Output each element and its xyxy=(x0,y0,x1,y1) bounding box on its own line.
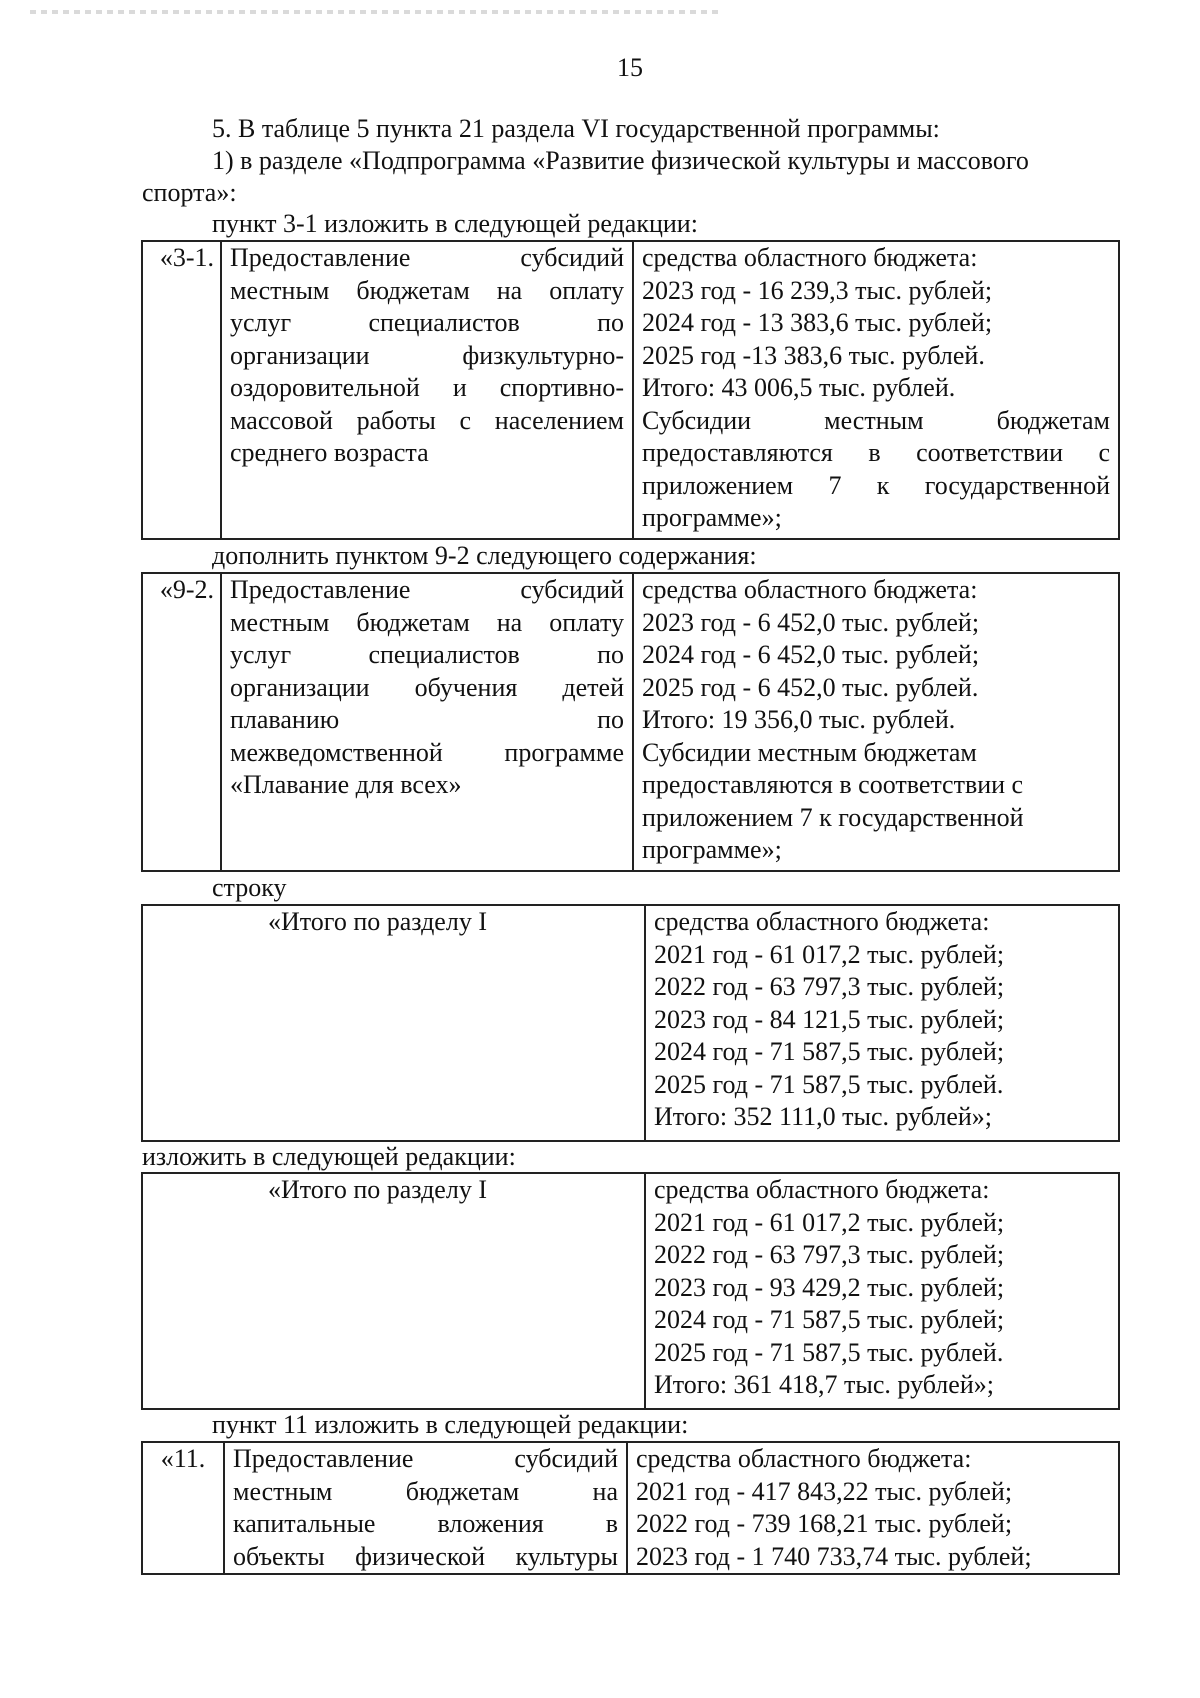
item-funding: средства областного бюджета: 2023 год - 16 239,3 тыс. рублей; 2024 год - 13 383,6 тыс. рублей; 2025 год -13 383,6 тыс. рублей. Итого: 43 006,5 тыс. рублей. Субсидии местным бюджетам предоставляются в соответствии с приложением 7 к государственной программе»; xyxy=(633,241,1119,539)
item-11-instruction: пункт 11 изложить в следующей редакции: xyxy=(212,1410,689,1439)
intro-line-3: спорта»: xyxy=(142,178,237,207)
item-number: «9-2. xyxy=(142,573,221,871)
item-funding: средства областного бюджета: 2021 год - 417 843,22 тыс. рублей; 2022 год - 739 168,21 тыс. рублей; 2023 год - 1 740 733,74 тыс. рублей; xyxy=(627,1442,1119,1574)
table-row xyxy=(142,905,1119,1141)
item-number: «11. xyxy=(142,1442,224,1574)
table-item-9-2 xyxy=(141,572,1120,872)
page-number: 15 xyxy=(617,53,643,82)
item-3-1-instruction: пункт 3-1 изложить в следующей редакции: xyxy=(212,209,698,238)
table-row xyxy=(142,573,1119,871)
table-section-total-new xyxy=(141,1172,1120,1410)
intro-line-2: 1) в разделе «Подпрограмма «Развитие физической культуры и массового xyxy=(212,146,1029,175)
item-description: Предоставление субсидий местным бюджетам на оплату услуг специалистов по организации физкультурно- оздоровительной и спортивно- массовой работы с населением среднего возраста xyxy=(221,241,633,539)
table-row xyxy=(142,241,1119,539)
table-item-3-1 xyxy=(141,240,1120,540)
table-row xyxy=(142,1173,1119,1409)
row-instruction: строку xyxy=(212,873,287,902)
table-row xyxy=(142,1442,1119,1574)
table-section-total-old xyxy=(141,904,1120,1142)
section-total-label: «Итого по разделу I xyxy=(142,1173,645,1409)
new-edit-instruction: изложить в следующей редакции: xyxy=(142,1142,516,1171)
section-total-label: «Итого по разделу I xyxy=(142,905,645,1141)
item-number: «3-1. xyxy=(142,241,221,539)
item-funding: средства областного бюджета: 2023 год - 6 452,0 тыс. рублей; 2024 год - 6 452,0 тыс. рублей; 2025 год - 6 452,0 тыс. рублей. Итого: 19 356,0 тыс. рублей. Субсидии местным бюджетам предоставляются в соответствии с приложением 7 к государственной программе»; xyxy=(633,573,1119,871)
item-9-2-instruction: дополнить пунктом 9-2 следующего содержания: xyxy=(212,541,757,570)
table-item-11 xyxy=(141,1441,1120,1575)
item-description: Предоставление субсидий местным бюджетам на оплату услуг специалистов по организации обучения детей плаванию по межведомственной программе «Плавание для всех» xyxy=(221,573,633,871)
section-total-funding: средства областного бюджета: 2021 год - 61 017,2 тыс. рублей; 2022 год - 63 797,3 тыс. рублей; 2023 год - 93 429,2 тыс. рублей; 2024 год - 71 587,5 тыс. рублей; 2025 год - 71 587,5 тыс. рублей. Итого: 361 418,7 тыс. рублей»; xyxy=(645,1173,1119,1409)
item-description: Предоставление субсидий местным бюджетам на капитальные вложения в объекты физической культуры xyxy=(224,1442,627,1574)
scan-artifact xyxy=(30,10,720,14)
section-total-funding: средства областного бюджета: 2021 год - 61 017,2 тыс. рублей; 2022 год - 63 797,3 тыс. рублей; 2023 год - 84 121,5 тыс. рублей; 2024 год - 71 587,5 тыс. рублей; 2025 год - 71 587,5 тыс. рублей. Итого: 352 111,0 тыс. рублей»; xyxy=(645,905,1119,1141)
intro-line-1: 5. В таблице 5 пункта 21 раздела VI государственной программы: xyxy=(212,114,940,143)
